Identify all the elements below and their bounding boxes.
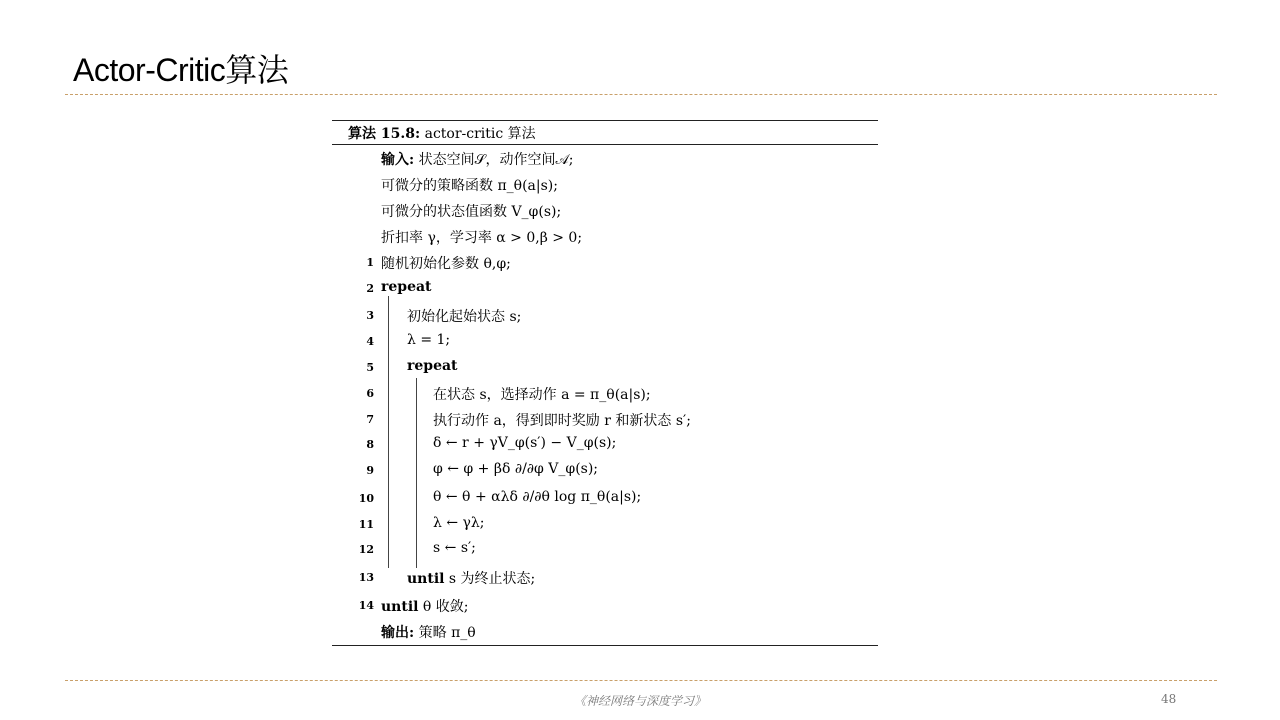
- line-text: 可微分的状态值函数 V_φ(s);: [381, 204, 562, 220]
- algorithm-box: [332, 120, 878, 646]
- inner-repeat-bar: [416, 378, 417, 568]
- line-content: [381, 149, 573, 169]
- line-content: [433, 489, 641, 505]
- top-divider: [65, 94, 1217, 95]
- line-text: 折扣率 γ，学习率 α > 0,β > 0;: [381, 230, 583, 246]
- line-content: [381, 175, 558, 195]
- line-content: [433, 435, 616, 451]
- line-text: 策略 π_θ: [414, 625, 476, 641]
- algorithm-line: [332, 253, 878, 279]
- outer-repeat-bar: [388, 296, 389, 568]
- page-number: 48: [1161, 692, 1177, 706]
- algorithm-caption-label: 算法 15.8:: [348, 126, 421, 142]
- line-keyword: 输入:: [381, 152, 415, 168]
- line-keyword: until: [407, 571, 445, 587]
- line-content: [433, 515, 484, 531]
- algorithm-line: [332, 175, 878, 201]
- line-keyword: repeat: [381, 279, 432, 295]
- algorithm-line: [332, 384, 878, 410]
- line-content: [433, 461, 598, 477]
- algorithm-line: [332, 410, 878, 436]
- algorithm-line: [332, 149, 878, 175]
- algorithm-header-rule: [332, 144, 878, 145]
- line-text: 在状态 s，选择动作 a = π_θ(a|s);: [433, 387, 651, 403]
- line-content: [433, 384, 651, 404]
- algorithm-bottom-rule: [332, 645, 878, 646]
- line-number: 6: [366, 387, 374, 400]
- line-number: 12: [358, 543, 374, 556]
- line-number: 8: [366, 438, 374, 451]
- line-text: 初始化起始状态 s;: [407, 309, 522, 325]
- line-number: 5: [366, 361, 374, 374]
- line-text: s 为终止状态;: [444, 571, 536, 587]
- line-keyword: until: [381, 599, 419, 615]
- line-text: θ 收敛;: [418, 599, 469, 615]
- line-content: [381, 201, 561, 221]
- line-number: 7: [366, 413, 374, 426]
- line-keyword: repeat: [407, 358, 458, 374]
- line-number: 2: [366, 282, 374, 295]
- line-content: [407, 568, 535, 588]
- line-number: 10: [358, 492, 374, 505]
- algorithm-line: [332, 489, 878, 515]
- line-content: [381, 253, 511, 273]
- line-number: 4: [366, 335, 374, 348]
- algorithm-line: [332, 568, 878, 594]
- algorithm-line: [332, 435, 878, 461]
- line-text: λ = 1;: [407, 332, 451, 348]
- line-number: 11: [358, 518, 374, 531]
- line-text: s ← s′;: [433, 540, 476, 556]
- line-content: [407, 358, 458, 374]
- algorithm-line: [332, 201, 878, 227]
- algorithm-line: [332, 279, 878, 305]
- line-text: δ ← r + γV_φ(s′) − V_φ(s);: [433, 435, 617, 451]
- line-content: [433, 410, 691, 430]
- line-number: 1: [366, 256, 374, 269]
- algorithm-line: [332, 332, 878, 358]
- algorithm-line: [332, 540, 878, 566]
- algorithm-caption: [348, 123, 536, 143]
- algorithm-line: [332, 461, 878, 487]
- algorithm-line: [332, 596, 878, 622]
- footer-book-title: 《神经网络与深度学习》: [573, 694, 706, 708]
- algorithm-line: [332, 515, 878, 541]
- line-text: 可微分的策略函数 π_θ(a|s);: [381, 178, 558, 194]
- line-content: [407, 306, 521, 326]
- line-keyword: 输出:: [381, 625, 415, 641]
- line-number: 3: [366, 309, 374, 322]
- line-number: 13: [358, 571, 374, 584]
- line-content: [381, 596, 469, 616]
- algorithm-line: [332, 306, 878, 332]
- line-content: [381, 279, 432, 295]
- line-text: 执行动作 a，得到即时奖励 r 和新状态 s′;: [433, 413, 691, 429]
- line-text: 状态空间𝒮，动作空间𝒜;: [414, 152, 574, 168]
- algorithm-line: [332, 358, 878, 384]
- line-text: θ ← θ + αλδ ∂/∂θ log π_θ(a|s);: [433, 489, 642, 505]
- line-number: 9: [366, 464, 374, 477]
- bottom-divider: [65, 680, 1217, 681]
- slide-title: Actor-Critic算法: [73, 52, 289, 88]
- line-text: 随机初始化参数 θ,φ;: [381, 256, 511, 272]
- line-content: [381, 227, 582, 247]
- line-content: [433, 540, 476, 556]
- line-text: λ ← γλ;: [433, 515, 485, 531]
- line-content: [407, 332, 450, 348]
- algorithm-line: [332, 227, 878, 253]
- line-text: φ ← φ + βδ ∂/∂φ V_φ(s);: [433, 461, 599, 477]
- line-number: 14: [358, 599, 374, 612]
- algorithm-caption-text: actor-critic 算法: [424, 126, 536, 142]
- algorithm-top-rule: [332, 120, 878, 121]
- line-content: [381, 622, 476, 642]
